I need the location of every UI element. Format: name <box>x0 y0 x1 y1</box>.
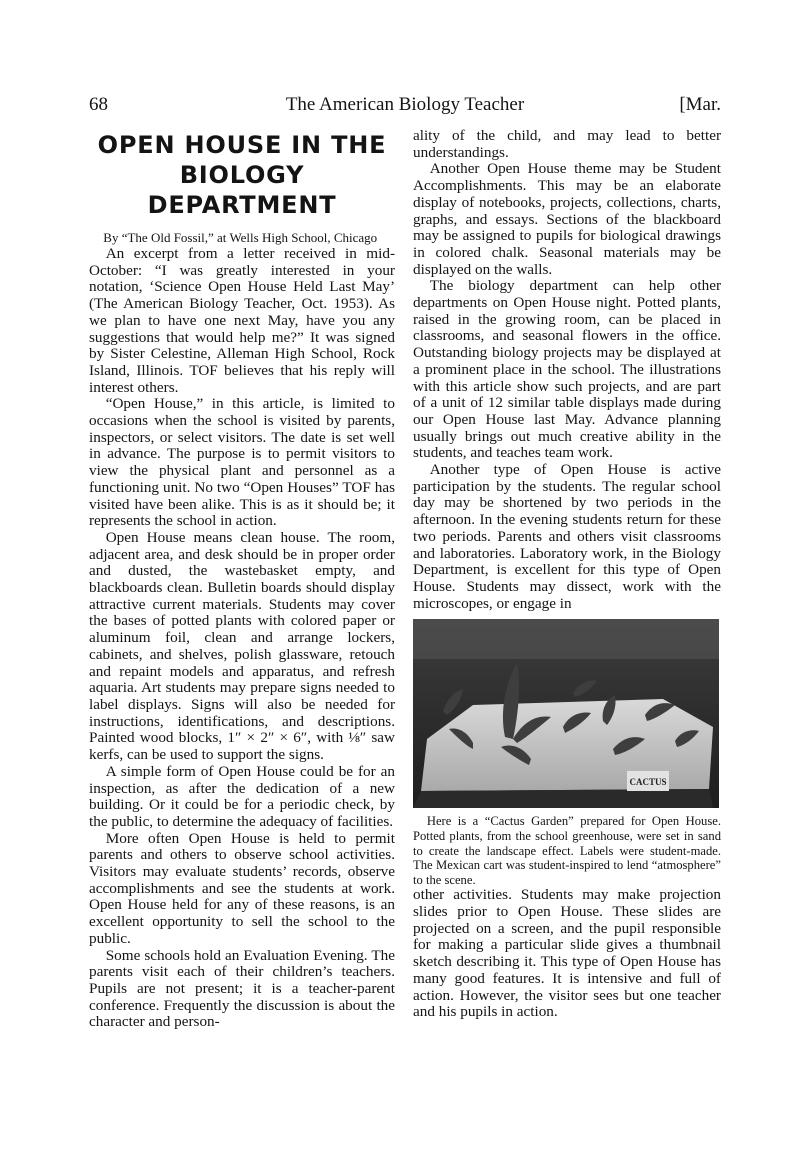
issue-month: [Mar. <box>679 94 721 115</box>
right-column <box>413 128 721 1021</box>
byline: By “The Old Fossil,” at Wells High School, Chicago <box>103 230 378 245</box>
running-header <box>89 94 721 120</box>
paragraph: ality of the child, and may lead to better understandings. <box>413 127 721 161</box>
paragraph: Open House means clean house. The room, adjacent area, and desk should be in proper order and dusted, the wastebasket empty, and blackboards clean. Bulletin boards should display attractive current materials. Students may cover the bases of potted plants with colored paper or aluminum foil, clean and arrange lockers, cabinets, and shelves, polish glassware, retouch and repaint models and apparatus, and refresh aquaria. Art students may prepare signs needed to label displays. Signs will also be needed for instructions, identifications, and descriptions. Painted wood blocks, 1″ × 2″ × 6″, with ⅛″ saw kerfs, can be used to support the signs. <box>89 528 395 764</box>
page-number: 68 <box>89 94 108 115</box>
cactus-sign-label: CACTUS <box>629 777 667 788</box>
article-title-line-2: BIOLOGY DEPARTMENT <box>147 161 337 219</box>
paragraph: Some schools hold an Evaluation Evening. The parents visit each of their children’s teachers. Pupils are not present; it is a teacher-parent conference. Frequently the discussion is about the character and person- <box>89 946 395 1031</box>
journal-title: The American Biology Teacher <box>285 94 525 115</box>
paragraph: Another Open House theme may be Student Accomplishments. This may be an elaborate display of notebooks, projects, collections, charts, graphs, and essays. Sections of the blackboard may be assigned to pupils for biological drawings in colored chalk. Seasonal materials may be displayed on the walls. <box>413 160 721 278</box>
left-column <box>89 128 395 1031</box>
figure-caption <box>413 814 721 887</box>
article-title <box>89 130 395 220</box>
paragraph: “Open House,” in this article, is limited to occasions when the school is visited by parents, inspectors, or select visitors. The date is set well in advance. The purpose is to permit visitors to view the physical plant and personnel as a functioning unit. No two “Open Houses” TOF has visited have been alike. This is as it should be; it represents the school in action. <box>89 395 395 530</box>
paragraph: A simple form of Open House could be for an inspection, as after the dedication of a new building. Or it could be for a periodic check, by the public, to determine the adequacy of facilities. <box>89 762 395 830</box>
paragraph: Another type of Open House is active participation by the students. The regular school day may be shortened by two periods in the afternoon. In the evening students return for these two periods. Parents and others visit classrooms and laboratories. Laboratory work, in the Biology Department, is excellent for this type of Open House. Students may dissect, work with the microscopes, or engage in <box>413 461 721 612</box>
article-title-line-1: OPEN HOUSE IN THE <box>97 131 387 159</box>
paragraph: An excerpt from a letter received in mid-October: “I was greatly interested in your notation, ‘Science Open House Held Last May’ (The American Biology Teacher, Oct. 1953). As we plan to have one next May, have you any suggestions that would help me?” It was signed by Sister Celestine, Alleman High School, Rock Island, Illinois. TOF believes that his reply will interest others. <box>89 245 395 396</box>
paragraph: other activities. Students may make projection slides prior to Open House. These slides are projected on a screen, and the pupil responsible for making a particular slide gives a thumbnail sketch describing it. This type of Open House has many good features. It is intensive and full of action. However, the visitor sees but one teacher and his pupils in action. <box>413 886 721 1021</box>
paragraph: The biology department can help other departments on Open House night. Potted plants, raised in the growing room, can be placed in classrooms, and seasonal flowers in the office. Outstanding biology projects may be displayed at a prominent place in the school. The illustrations with this article show such projects, and are part of a unit of 12 similar table displays made during our Open House last May. Advance planning usually brings out much creative ability in the students, and teaches team work. <box>413 277 721 462</box>
paragraph: More often Open House is held to permit parents and others to observe school activities. Visitors may evaluate students’ records, observe accomplishments and see the students at work. Open House held for any of these reasons, is an excellent opportunity to sell the school to the public. <box>89 829 395 947</box>
figure-caption-text: Here is a “Cactus Garden” prepared for Open House. Potted plants, from the school greenhouse, were set in sand to create the landscape effect. Labels were student-made. The Mexican cart was student-inspired to lend “atmosphere” to the scene. <box>413 814 721 887</box>
sand-tray <box>421 699 713 791</box>
cactus-garden-photo <box>413 619 719 808</box>
